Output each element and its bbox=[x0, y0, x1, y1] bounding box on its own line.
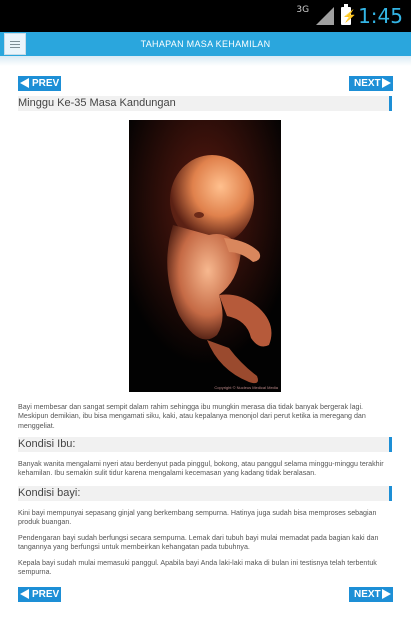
network-type: 3G bbox=[296, 5, 310, 15]
baby-text-2: Pendengaran bayi sudah berfungsi secara sempurna. Lemak dari tubuh bayi mulai memadat pada bagian kaki dan tangannya yang berfungsi untuk membeirkan kehangatan pada tubuhnya. bbox=[18, 534, 379, 552]
baby-heading: Kondisi bayi: bbox=[18, 487, 81, 499]
baby-text-3: Kepala bayi sudah mulai memasuki panggul. Apabila bayi Anda laki-laki maka di bulan ini testisnya telah terbentuk sempurna. bbox=[18, 559, 377, 577]
week-title: Minggu Ke-35 Masa Kandungan bbox=[18, 97, 176, 109]
app-bar bbox=[0, 32, 411, 56]
next-button-top[interactable]: NEXT bbox=[349, 76, 393, 91]
app-bar-shadow bbox=[0, 56, 411, 66]
week-title-bar bbox=[18, 96, 392, 111]
signal-icon bbox=[316, 7, 334, 25]
battery-charging-icon: ⚡ bbox=[342, 9, 358, 23]
baby-text-1: Kini bayi mempunyai sepasang ginjal yang berkembang sempurna. Hatinya juga sudah bisa memproses sebagian produk buangan. bbox=[18, 509, 377, 527]
fetus-illustration bbox=[129, 120, 281, 392]
app-title: TAHAPAN MASA KEHAMILAN bbox=[140, 39, 271, 49]
clock: 1:45 bbox=[358, 4, 403, 28]
fetus-image bbox=[129, 120, 281, 392]
prev-button-top[interactable]: PREV bbox=[18, 76, 61, 91]
prev-button-bottom[interactable]: PREV bbox=[18, 587, 61, 602]
mother-heading-bar bbox=[18, 437, 392, 452]
baby-heading-bar bbox=[18, 486, 392, 501]
image-credit: Copyright © Nucleus Medical Media bbox=[214, 385, 278, 390]
intro-text: Bayi membesar dan sangat sempit dalam rahim sehingga ibu mungkin merasa dia tidak banyak bergerak lagi. Meskipun demikian, ibu bisa mengamati siku, kaki, atau kepalanya menonjol dari perut ketika ia meregang dan menggeliat. bbox=[18, 403, 366, 430]
next-button-bottom[interactable]: NEXT bbox=[349, 587, 393, 602]
status-bar bbox=[0, 0, 411, 32]
mother-text: Banyak wanita mengalami nyeri atau berdenyut pada pinggul, bokong, atau panggul selama minggu-minggu terakhir kehamilan. Ibu semakin sulit tidur karena mengalami kecemasan yang kadang tidak beralasan. bbox=[18, 460, 384, 478]
mother-heading: Kondisi Ibu: bbox=[18, 438, 76, 450]
